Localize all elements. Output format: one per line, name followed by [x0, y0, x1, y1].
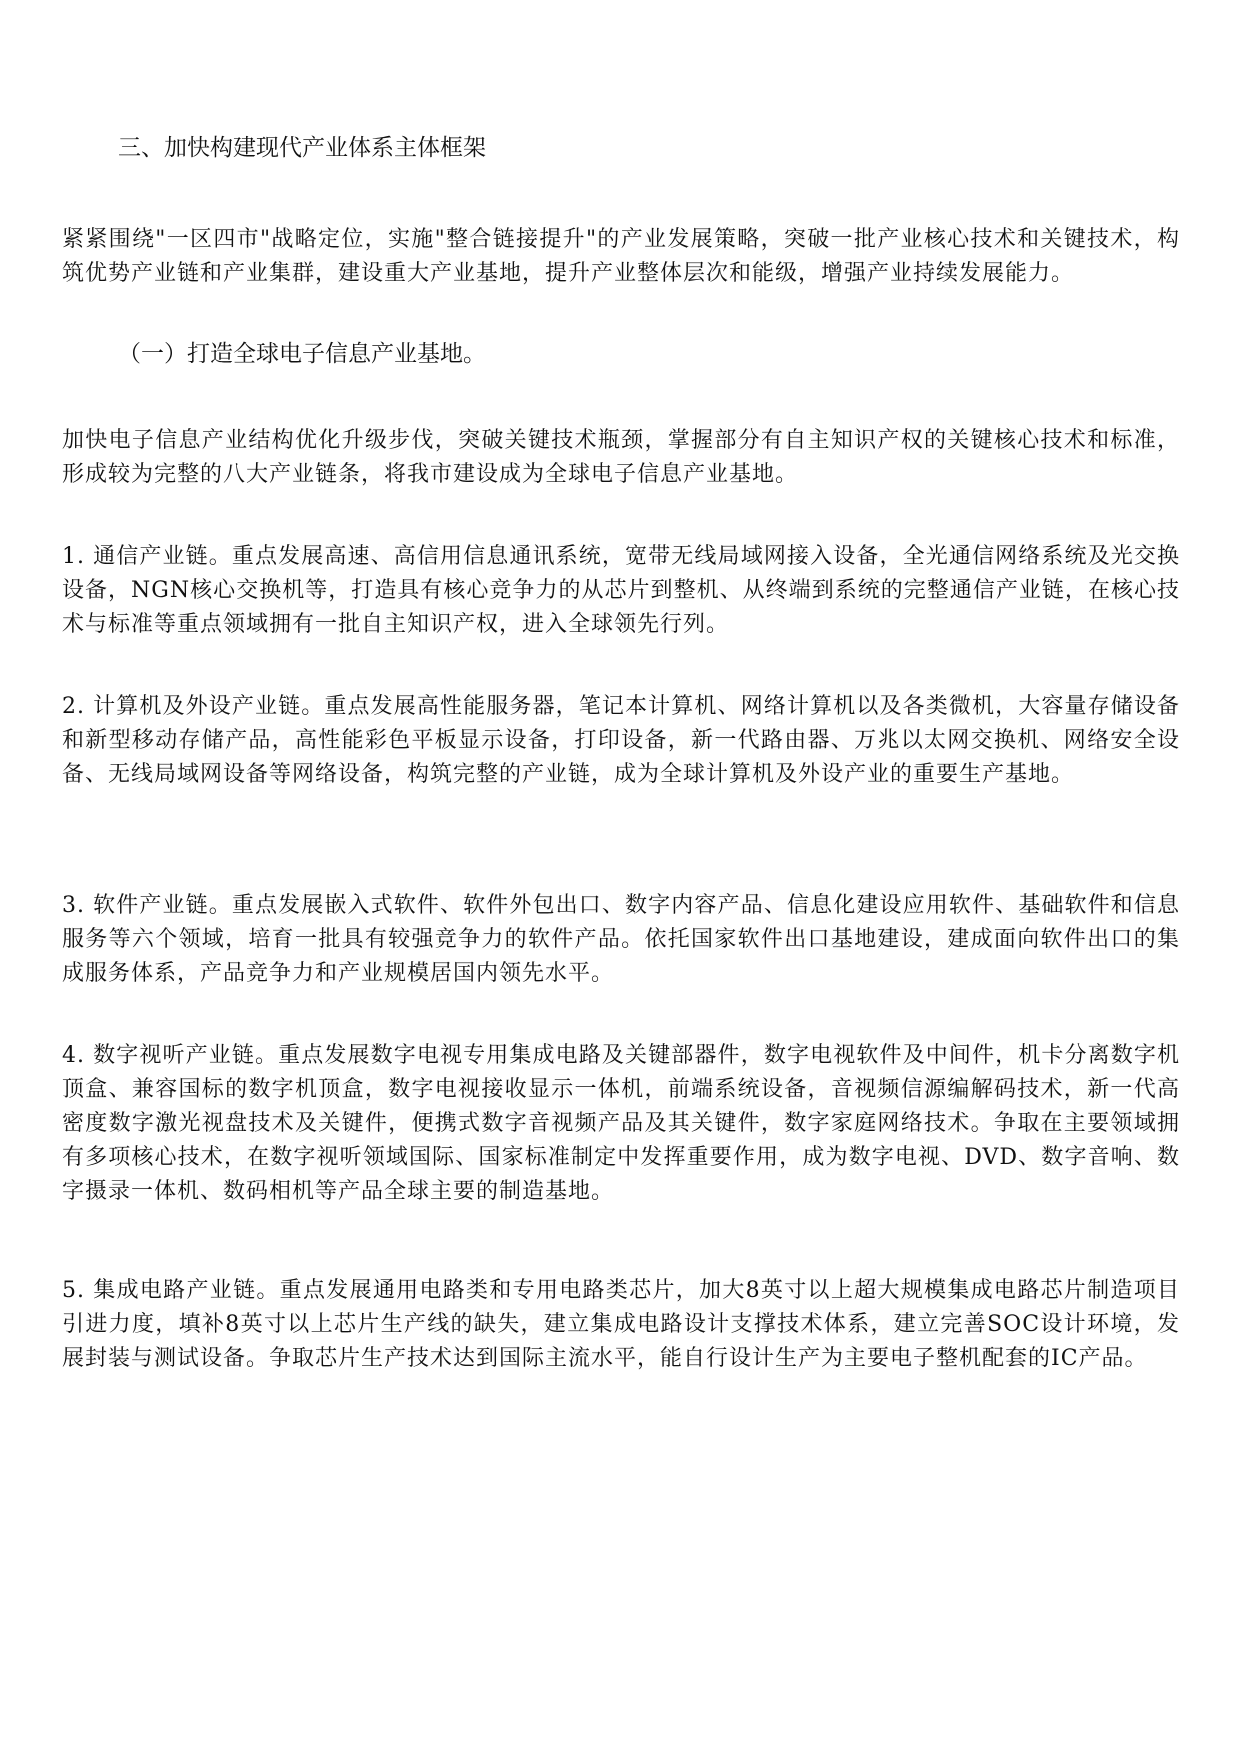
item-paragraph-3: 3. 软件产业链。重点发展嵌入式软件、软件外包出口、数字内容产品、信息化建设应用软件、基础软件和信息服务等六个领域，培育一批具有较强竞争力的软件产品。依托国家软件出口基地建设，建成面向软件出口的集成服务体系，产品竞争力和产业规模居国内领先水平。	[62, 893, 1180, 986]
item-paragraph-5: 5. 集成电路产业链。重点发展通用电路类和专用电路类芯片，加大8英寸以上超大规模集成电路芯片制造项目引进力度，填补8英寸以上芯片生产线的缺失，建立集成电路设计支撑技术体系，建立完善SOC设计环境，发展封装与测试设备。争取芯片生产技术达到国际主流水平，能自行设计生产为主要电子整机配套的IC产品。	[62, 1278, 1180, 1371]
section-heading: 三、加快构建现代产业体系主体框架	[118, 135, 486, 161]
item-paragraph-1: 1. 通信产业链。重点发展高速、高信用信息通讯系统，宽带无线局域网接入设备，全光通信网络系统及光交换设备，NGN核心交换机等，打造具有核心竞争力的从芯片到整机、从终端到系统的完整通信产业链，在核心技术与标准等重点领域拥有一批自主知识产权，进入全球领先行列。	[62, 544, 1180, 637]
item-paragraph-2: 2. 计算机及外设产业链。重点发展高性能服务器，笔记本计算机、网络计算机以及各类微机，大容量存储设备和新型移动存储产品，高性能彩色平板显示设备，打印设备，新一代路由器、万兆以太网交换机、网络安全设备、无线局域网设备等网络设备，构筑完整的产业链，成为全球计算机及外设产业的重要生产基地。	[62, 694, 1180, 787]
subsection-intro-paragraph: 加快电子信息产业结构优化升级步伐，突破关键技术瓶颈，掌握部分有自主知识产权的关键核心技术和标准，形成较为完整的八大产业链条，将我市建设成为全球电子信息产业基地。	[62, 428, 1180, 487]
intro-paragraph: 紧紧围绕"一区四市"战略定位，实施"整合链接提升"的产业发展策略，突破一批产业核心技术和关键技术，构筑优势产业链和产业集群，建设重大产业基地，提升产业整体层次和能级，增强产业持续发展能力。	[62, 227, 1180, 286]
item-paragraph-4: 4. 数字视听产业链。重点发展数字电视专用集成电路及关键部器件，数字电视软件及中间件，机卡分离数字机顶盒、兼容国标的数字机顶盒，数字电视接收显示一体机，前端系统设备，音视频信源编解码技术，新一代高密度数字激光视盘技术及关键件，便携式数字音视频产品及其关键件，数字家庭网络技术。争取在主要领域拥有多项核心技术，在数字视听领域国际、国家标准制定中发挥重要作用，成为数字电视、DVD、数字音响、数字摄录一体机、数码相机等产品全球主要的制造基地。	[62, 1043, 1180, 1204]
subsection-heading: （一）打造全球电子信息产业基地。	[118, 341, 486, 367]
